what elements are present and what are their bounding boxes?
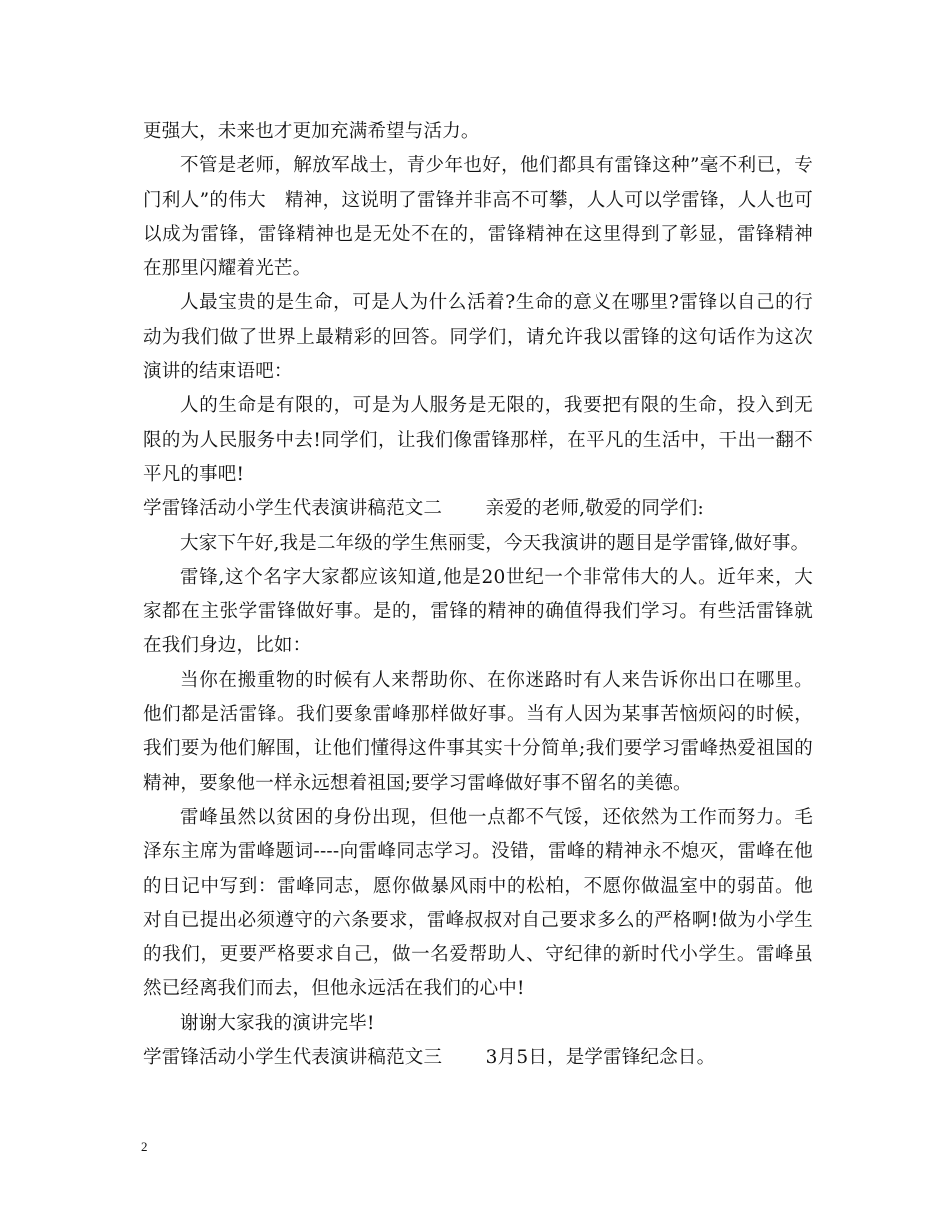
section-heading: 学雷锋活动小学生代表演讲稿范文三 3月5日，是学雷锋纪念日。 (143, 1047, 716, 1069)
page-number: 2 (141, 1139, 148, 1154)
body-text (143, 115, 813, 1075)
paragraph: 大家下午好,我是二年级的学生焦丽雯，今天我演讲的题目是学雷锋,做好事。 (180, 532, 810, 554)
paragraph: 雷峰虽然以贫困的身份出现，但他一点都不气馁，还依然为工作而努力。毛泽东主席为雷峰题词----向雷峰同志学习。没错，雷峰的精神永不熄灭，雷峰在他的日记中写到：雷峰同志，愿你做暴风雨中的松柏，不愿你做温室中的弱苗。他对自已提出必须遵守的六条要求，雷峰叔叔对自己要求多么的严格啊!做为小学生的我们，更要严格要求自己，做一名爱帮助人、守纪律的新时代小学生。雷峰虽然已经离我们而去，但他永远活在我们的心中! (143, 806, 813, 1000)
section-heading: 学雷锋活动小学生代表演讲稿范文二 亲爱的老师,敬爱的同学们: (143, 498, 704, 520)
paragraph: 更强大，未来也才更加充满希望与活力。 (143, 121, 480, 142)
paragraph: 谢谢大家我的演讲完毕! (180, 1012, 375, 1034)
paragraph: 当你在搬重物的时候有人来帮助你、在你迷路时有人来告诉你出口在哪里。他们都是活雷锋。我们要象雷峰那样做好事。当有人因为某事苦恼烦闷的时候，我们要为他们解围，让他们懂得这件事其实十分简单;我们要学习雷峰热爱祖国的精神，要象他一样永远想着祖国;要学习雷峰做好事不留名的美德。 (143, 669, 813, 794)
paragraph: 雷锋,这个名字大家都应该知道,他是20世纪一个非常伟大的人。近年来，大家都在主张学雷锋做好事。是的，雷锋的精神的确值得我们学习。有些活雷锋就在我们身边，比如： (143, 566, 813, 657)
paragraph: 人的生命是有限的，可是为人服务是无限的，我要把有限的生命，投入到无限的为人民服务中去!同学们，让我们像雷锋那样，在平凡的生活中，干出一翻不平凡的事吧! (143, 395, 813, 485)
paragraph: 不管是老师，解放军战士，青少年也好，他们都具有雷锋这种”毫不利已，专门利人”的伟大 精神，这说明了雷锋并非高不可攀，人人可以学雷锋，人人也可以成为雷锋，雷锋精神也是无处不在的，雷锋精神在这里得到了彰显，雷锋精神在那里闪耀着光芒。 (143, 155, 813, 280)
paragraph: 人最宝贵的是生命，可是人为什么活着?生命的意义在哪里?雷锋以自己的行动为我们做了世界上最精彩的回答。同学们，请允许我以雷锋的这句话作为这次演讲的结束语吧： (143, 292, 813, 383)
